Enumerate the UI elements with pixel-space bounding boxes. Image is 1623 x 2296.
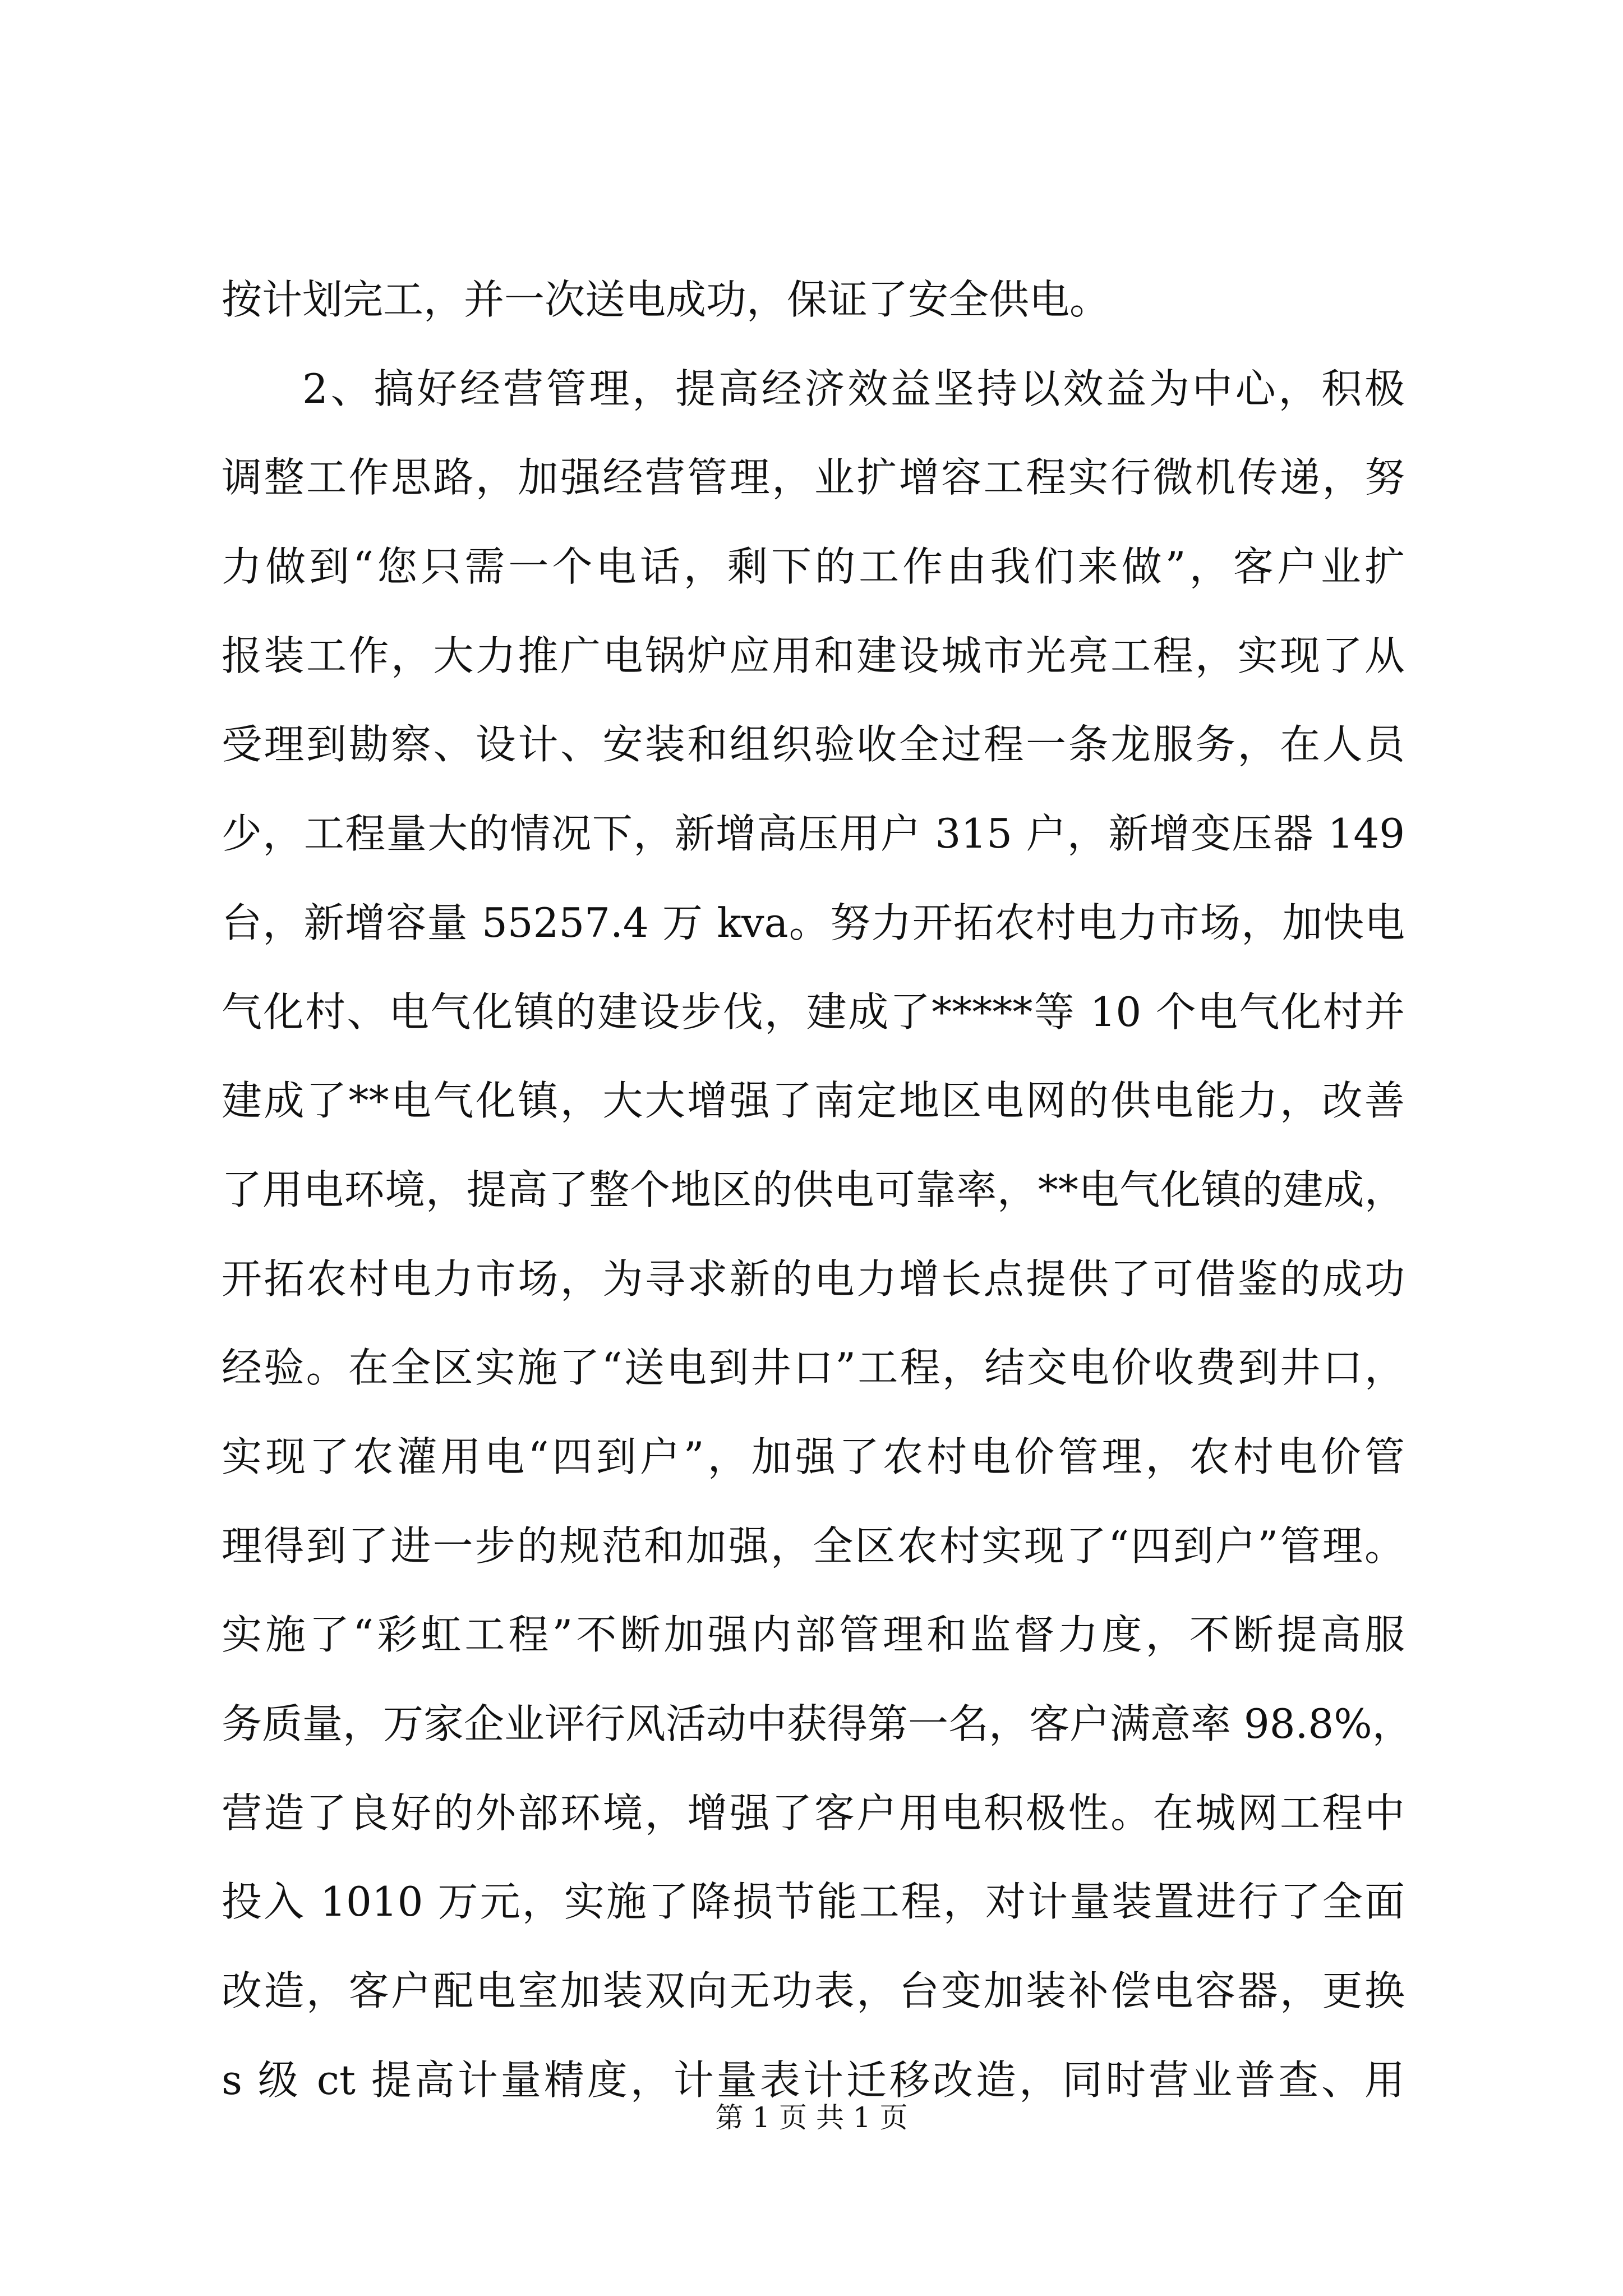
text-line: s 级 ct 提高计量精度，计量表计迁移改造，同时营业普查、用 [222,2056,1405,2104]
text-line: 改造，客户配电室加装双向无功表，台变加装补偿电容器，更换 [222,1967,1405,2015]
text-line: 按计划完工，并一次送电成功，保证了安全供电。 [222,276,1110,323]
text-line: 经验。在全区实施了“送电到井口”工程，结交电价收费到井口， [222,1344,1405,1392]
text-line: 少，工程量大的情况下，新增高压用户 315 户，新增变压器 149 [222,810,1405,858]
page-footer: 第 1 页 共 1 页 [715,2101,908,2134]
text-line: 2、搞好经营管理，提高经济效益坚持以效益为中心，积极 [302,365,1405,412]
text-line: 了用电环境，提高了整个地区的供电可靠率，**电气化镇的建成， [222,1166,1405,1213]
text-line: 受理到勘察、设计、安装和组织验收全过程一条龙服务，在人员 [222,721,1405,769]
text-line: 建成了**电气化镇，大大增强了南定地区电网的供电能力，改善 [222,1077,1405,1125]
text-line: 理得到了进一步的规范和加强，全区农村实现了“四到户”管理。 [222,1522,1405,1570]
text-line: 调整工作思路，加强经营管理，业扩增容工程实行微机传递，努 [222,454,1405,501]
text-line: 台，新增容量 55257.4 万 kva。努力开拓农村电力市场，加快电 [222,899,1405,946]
text-line: 开拓农村电力市场，为寻求新的电力增长点提供了可借鉴的成功 [222,1255,1405,1303]
text-line: 投入 1010 万元，实施了降损节能工程，对计量装置进行了全面 [222,1878,1405,1926]
text-line: 务质量，万家企业评行风活动中获得第一名，客户满意率 98.8%， [222,1700,1413,1747]
text-line: 力做到“您只需一个电话，剩下的工作由我们来做”，客户业扩 [222,543,1405,591]
text-line: 实施了“彩虹工程”不断加强内部管理和监督力度，不断提高服 [222,1611,1405,1659]
text-line: 实现了农灌用电“四到户”，加强了农村电价管理，农村电价管 [222,1433,1405,1480]
text-line: 报装工作，大力推广电锅炉应用和建设城市光亮工程，实现了从 [222,632,1405,679]
body-text [222,255,1413,2124]
text-line: 营造了良好的外部环境，增强了客户用电积极性。在城网工程中 [222,1789,1405,1837]
text-line: 气化村、电气化镇的建设步伐，建成了*****等 10 个电气化村并 [222,988,1405,1036]
